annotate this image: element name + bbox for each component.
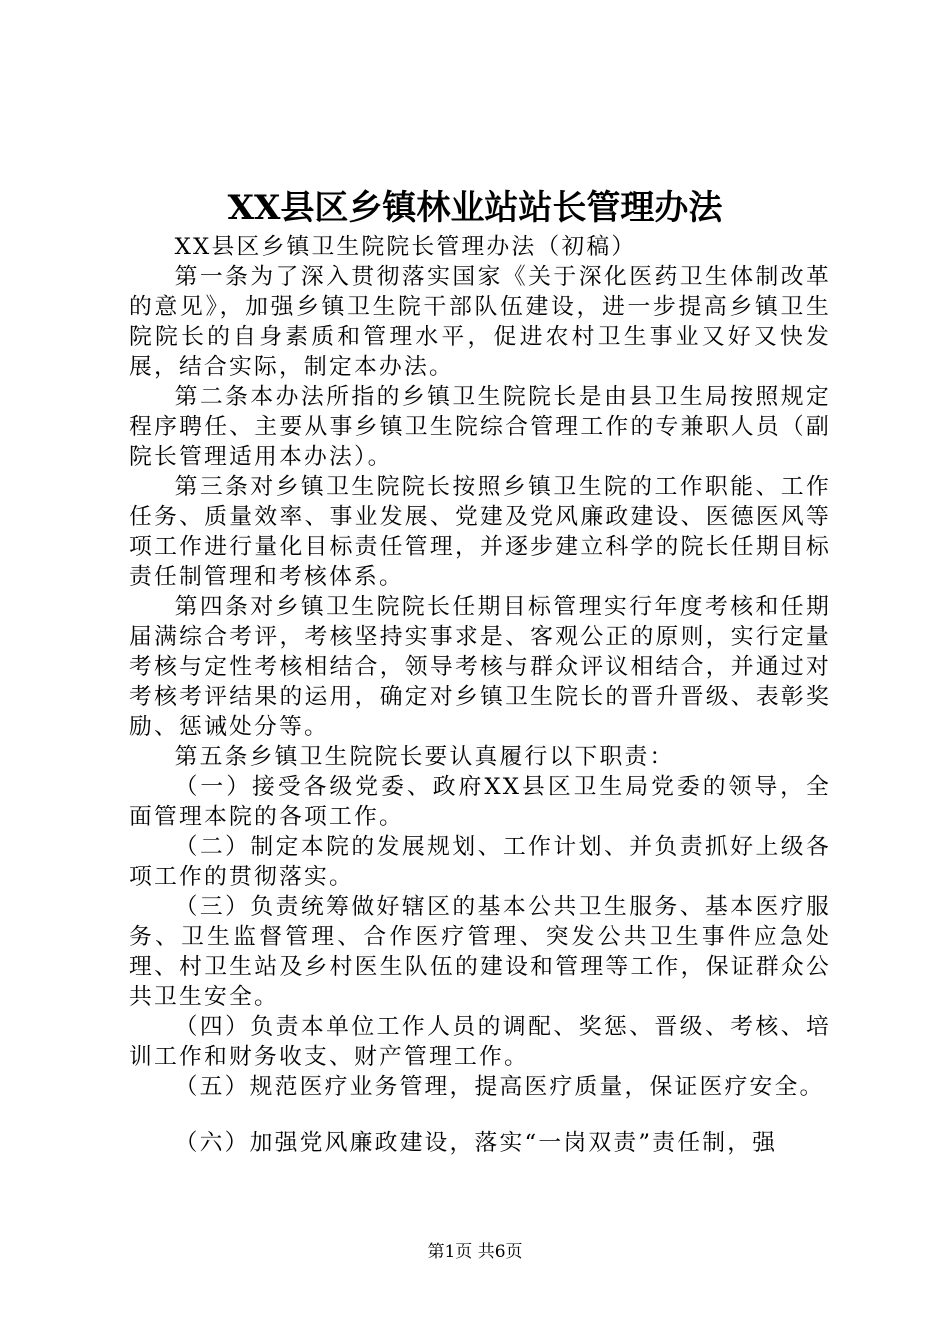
article-5-paragraph: 第五条乡镇卫生院院长要认真履行以下职责： [174,744,675,770]
article-3-paragraph: 第三条对乡镇卫生院院长按照乡镇卫生院的工作职能、工作任务、质量效率、事业发展、党建及党风廉政建设、医德医风等项工作进行量化目标责任管理，并逐步建立科学的院长任期目标责任制管理和考核体系。 [129,474,831,590]
article-4-paragraph: 第四条对乡镇卫生院院长任期目标管理实行年度考核和任期届满综合考评，考核坚持实事求是、客观公正的原则，实行定量考核与定性考核相结合，领导考核与群众评议相结合，并通过对考核考评结果的运用，确定对乡镇卫生院长的晋升晋级、表彰奖励、惩诫处分等。 [129,594,831,740]
duty-1-paragraph: （一）接受各级党委、政府XX县区卫生局党委的领导，全面管理本院的各项工作。 [129,774,831,830]
page-number-footer: 第1页 共6页 [427,1242,523,1262]
article-1-paragraph: 第一条为了深入贯彻落实国家《关于深化医药卫生体制改革的意见》，加强乡镇卫生院干部队伍建设，进一步提高乡镇卫生院院长的自身素质和管理水平，促进农村卫生事业又好又快发展，结合实际，制定本办法。 [129,264,831,380]
document-subtitle: XX县区乡镇卫生院院长管理办法（初稿） [174,234,637,260]
duty-4-paragraph: （四）负责本单位工作人员的调配、奖惩、晋级、考核、培训工作和财务收支、财产管理工作。 [129,1014,831,1070]
duty-5-paragraph: （五）规范医疗业务管理，提高医疗质量，保证医疗安全。 [174,1074,825,1100]
document-body [129,232,831,1158]
duty-3-paragraph: （三）负责统筹做好辖区的基本公共卫生服务、基本医疗服务、卫生监督管理、合作医疗管理、突发公共卫生事件应急处理、村卫生站及乡村医生队伍的建设和管理等工作，保证群众公共卫生安全。 [129,894,831,1010]
duty-2-paragraph: （二）制定本院的发展规划、工作计划、并负责抓好上级各项工作的贯彻落实。 [129,834,831,890]
duty-6-paragraph: （六）加强党风廉政建设，落实“一岗双责”责任制，强 [174,1130,778,1156]
article-2-paragraph: 第二条本办法所指的乡镇卫生院院长是由县卫生局按照规定程序聘任、主要从事乡镇卫生院综合管理工作的专兼职人员（副院长管理适用本办法）。 [129,384,831,470]
document-title: XX县区乡镇林业站站长管理办法 [227,188,723,228]
